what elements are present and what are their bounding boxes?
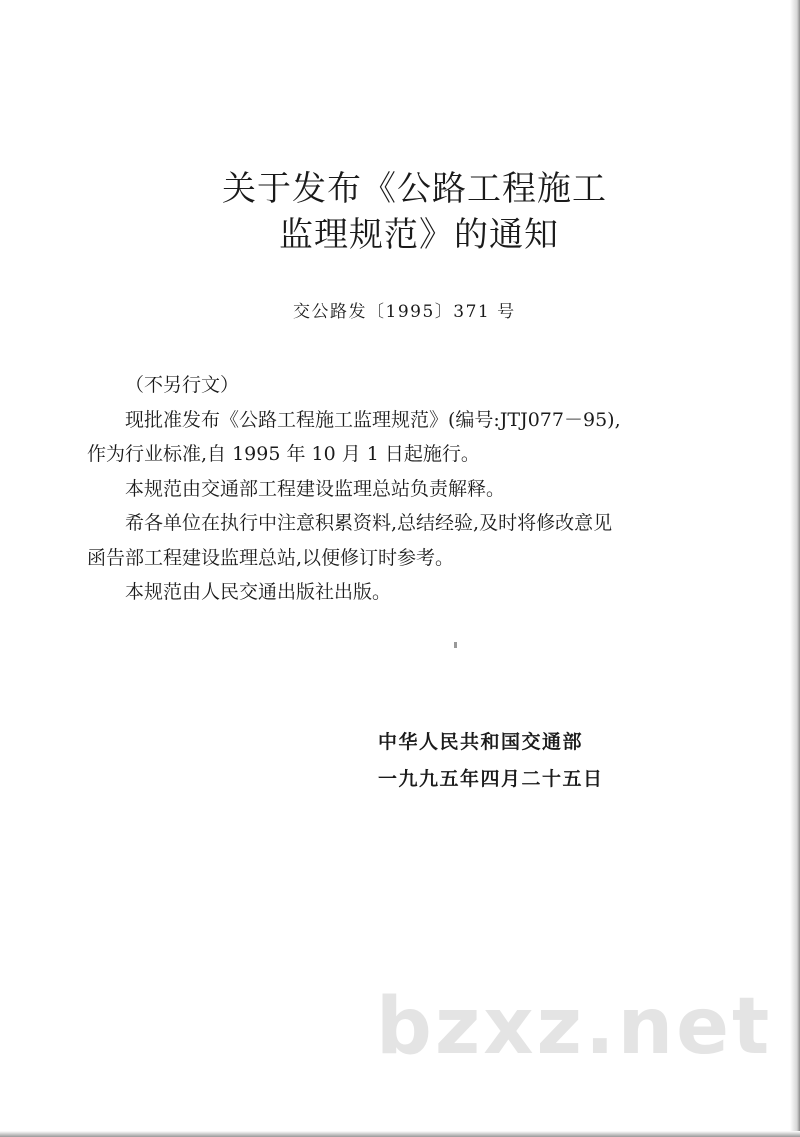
page-edge-shadow-bottom [0,1131,800,1137]
paragraph-approval-continued: 作为行业标准,自 1995 年 10 月 1 日起施行。 [87,443,480,465]
issuer-name: 中华人民共和国交通部 [378,731,584,753]
notice-body [87,368,699,610]
issue-date: 一九九五年四月二十五日 [378,768,604,790]
page-edge-shadow-right [790,0,800,1137]
signature-block [378,724,604,798]
paragraph-feedback: 希各单位在执行中注意积累资料,总结经验,及时将修改意见 [125,512,613,534]
document-number: 交公路发〔1995〕371 号 [293,302,516,322]
document-title-line-2: 监理规范》的通知 [279,215,559,255]
paragraph-no-separate-document: （不另行文） [125,374,240,396]
site-watermark: bzxz.net [376,982,773,1072]
paragraph-publisher: 本规范由人民交通出版社出版。 [125,581,392,603]
document-title-line-1: 关于发布《公路工程施工 [222,169,607,209]
paragraph-approval: 现批准发布《公路工程施工监理规范》(编号:JTJ077－95), [125,408,621,431]
scan-speck [454,642,457,648]
paragraph-interpretation: 本规范由交通部工程建设监理总站负责解释。 [125,477,506,500]
paragraph-feedback-continued: 函告部工程建设监理总站,以便修订时参考。 [87,546,455,569]
